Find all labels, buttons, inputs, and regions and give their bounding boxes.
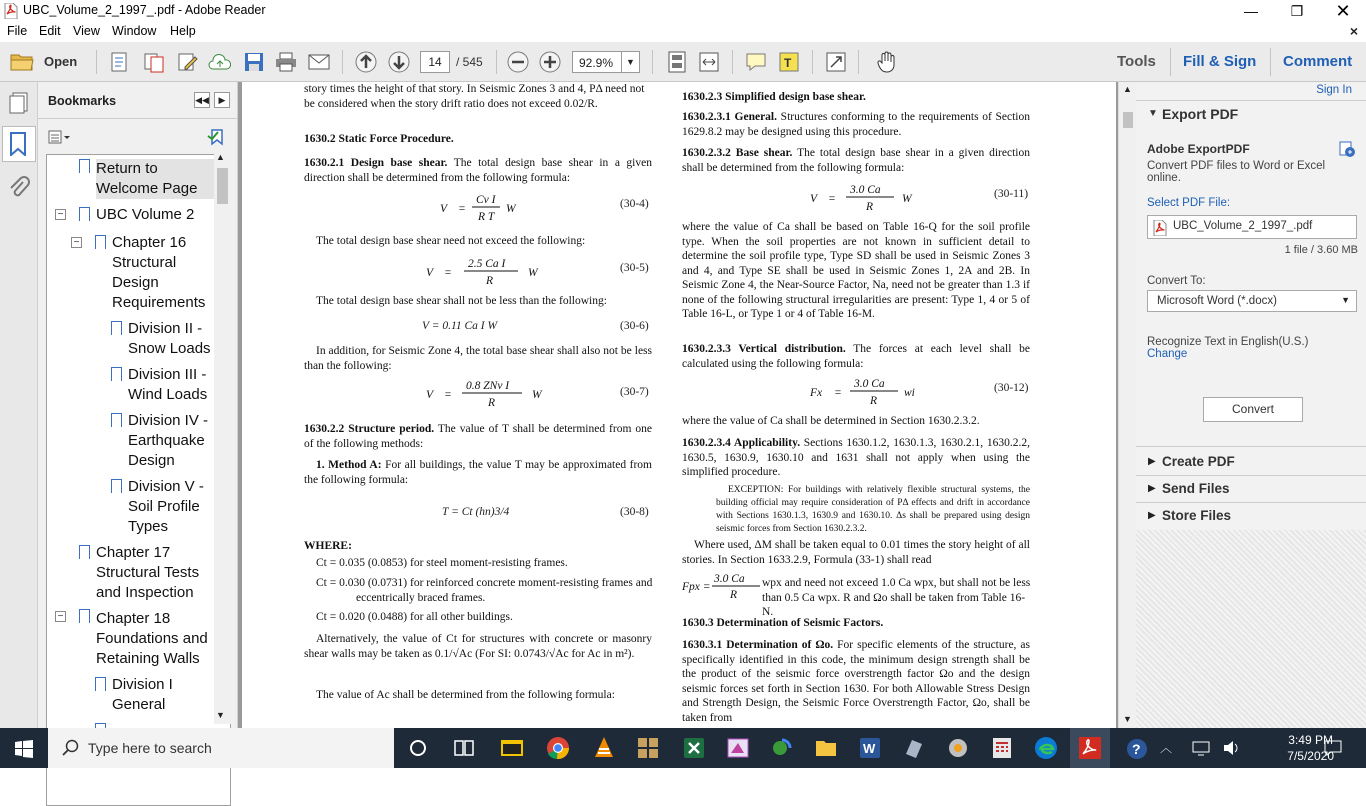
bookmarks-panel xyxy=(38,82,238,728)
paragraph: where the value of Ca shall be determined in Section 1630.2.3.2. xyxy=(682,415,980,427)
file-info: 1 file / 3.60 MB xyxy=(1284,244,1358,256)
toolbar-divider xyxy=(858,50,859,74)
menu-edit[interactable]: Edit xyxy=(39,24,61,38)
bookmark-item-division-v[interactable]: Division V - Soil Profile Types xyxy=(128,478,204,535)
bookmark-ribbon-icon xyxy=(10,132,26,156)
pdf-page xyxy=(242,82,1116,728)
export-pdf-header[interactable]: Export PDF xyxy=(1162,106,1239,122)
svg-text:3.0 Ca: 3.0 Ca xyxy=(854,378,885,390)
upload-cloud-icon[interactable] xyxy=(208,50,232,74)
comment-tab[interactable]: Comment xyxy=(1283,53,1353,70)
subheading: 1. Method A: xyxy=(316,459,382,471)
svg-text:W: W xyxy=(506,203,516,215)
fit-page-icon[interactable] xyxy=(665,50,689,74)
subheading: 1630.2.3.2 Base shear. xyxy=(682,147,793,159)
formula-30-6: V = 0.11 Ca I W xyxy=(422,320,498,332)
svg-text:T: T xyxy=(784,56,792,70)
svg-text:=: = xyxy=(444,267,452,279)
divider xyxy=(1136,446,1366,447)
toolbar-divider xyxy=(1170,48,1171,76)
bookmark-item-division-i-general[interactable]: Division I General xyxy=(112,676,173,713)
toolbar-divider xyxy=(812,50,813,74)
section-heading: 1630.3 Determination of Seismic Factors. xyxy=(682,617,884,629)
paragraph: wpx and need not exceed 1.0 Ca wpx, but shall not be less than 0.5 Ca wpx. R and Ωo shall be taken from Table 16-N. xyxy=(762,577,1031,618)
subheading: 1630.2.3.4 Applicability. xyxy=(682,437,801,449)
where-heading: WHERE: xyxy=(304,540,352,552)
equation-number: (30-8) xyxy=(620,506,649,518)
search-icon xyxy=(62,739,80,757)
paragraph: In addition, for Seismic Zone 4, the total base shear shall also not be less than the following: xyxy=(304,345,652,372)
export-info-icon[interactable] xyxy=(1338,140,1356,158)
svg-text:=: = xyxy=(834,387,842,399)
bookmark-icon xyxy=(79,545,90,559)
svg-text:R: R xyxy=(488,397,496,409)
paragraph: where the value of Ca shall be based on Table 16-Q for the soil profile type. When the soil properties are not known in sufficient detail to determine the soil profile type, Type SD shall be used in Seismic Zones 3 and 4, and Type SE shall be used in Seismic Zones 1, 2A and 2B. In Seismic Zone 4, the Near-Source Factor, Na, need not be greater than 1.3 if none of the following structural irregularities are present: Type 1, 4 or 5 of Table 16-L, or Type 1 or 4 of Table 16-M. xyxy=(682,221,1030,320)
menu-file[interactable]: File xyxy=(7,24,28,38)
chevron-down-icon[interactable]: ▼ xyxy=(1148,108,1158,119)
window-title: UBC_Volume_2_1997_.pdf - Adobe Reader xyxy=(23,3,266,17)
equation-number: (30-11) xyxy=(994,188,1029,200)
app-icon[interactable] xyxy=(902,736,926,760)
word-icon[interactable] xyxy=(858,736,882,760)
chrome-icon[interactable] xyxy=(546,736,570,760)
menu-view[interactable]: View xyxy=(73,24,100,38)
print-icon[interactable] xyxy=(274,50,298,74)
bookmark-icon xyxy=(111,413,122,427)
toolbar-divider xyxy=(342,50,343,74)
scroll-up-icon[interactable]: ▲ xyxy=(1123,84,1132,94)
task-view-icon[interactable] xyxy=(452,736,476,760)
paragraph-text: Sections 1630.1.2, 1630.1.3, 1630.2.1, 1630.2.2, 1630.5, 1630.9, 1630.10 and 1631 shall not apply when using the simplified procedure. xyxy=(682,437,1030,478)
document-view[interactable] xyxy=(238,82,1118,728)
cortana-icon[interactable] xyxy=(406,736,430,760)
bookmark-item-division-ii[interactable]: Division II - Snow Loads xyxy=(128,320,211,357)
windows-taskbar xyxy=(0,728,1366,768)
chevron-down-icon[interactable]: ▼ xyxy=(621,52,639,72)
pdf-document-icon xyxy=(4,3,18,19)
svg-text:Fx: Fx xyxy=(810,387,823,399)
chevron-down-icon[interactable]: ▼ xyxy=(1341,295,1350,305)
paragraph-text: The value of T shall be determined from one of the following methods: xyxy=(304,423,652,450)
paragraph: The total design base shear need not exceed the following: xyxy=(316,235,586,247)
equation-number: (30-7) xyxy=(620,386,649,398)
paragraph: Where used, ΔM shall be taken equal to 0.01 times the story height of all stories. In Section 1633.2.9, Formula (33-1) shall read xyxy=(682,539,1030,566)
toolbar xyxy=(0,42,1366,82)
scroll-up-icon[interactable]: ▲ xyxy=(216,152,225,162)
paragraph-text: The total design base shear in a given direction shall be determined from the following formula: xyxy=(682,147,1030,174)
section-heading: 1630.2 Static Force Procedure. xyxy=(304,133,454,145)
document-scrollbar[interactable] xyxy=(1118,82,1136,728)
bookmark-icon xyxy=(79,159,90,173)
paragraph-text: For specific elements of the structure, as specifically identified in this code, the minimum design strength shall be the product of the seismic force overstrength factor Ωo and the design seismic forces set forth in Section 1630. For both Allowable Stress Design and Strength Design, the Seismic Force Overstrength Factor, Ωo, shall be taken from xyxy=(682,639,1030,724)
panel-background-pattern xyxy=(1136,530,1366,728)
bookmark-tree xyxy=(46,154,231,806)
combine-files-icon[interactable] xyxy=(142,50,166,74)
file-name: UBC_Volume_2_1997_.pdf xyxy=(1173,220,1313,232)
page-thumbnails-icon[interactable] xyxy=(8,92,30,114)
paragraph: Alternatively, the value of Ct for structures with concrete or masonry shear walls may be taken as 0.1/√Ac (For SI: 0.0743/√Ac for Ac in m²). xyxy=(304,633,652,660)
equation-number: (30-6) xyxy=(620,320,649,332)
send-files-section[interactable]: Send Files xyxy=(1162,481,1230,496)
volume-icon[interactable] xyxy=(1222,740,1240,756)
definition: Ct = 0.030 (0.0731) for reinforced concrete moment-resisting frames and eccentrically braced frames. xyxy=(316,577,653,604)
equation-number: (30-4) xyxy=(620,198,649,210)
subheading: 1630.2.2 Structure period. xyxy=(304,423,435,435)
subheading: 1630.2.1 Design base shear. xyxy=(304,157,448,169)
toolbar-divider xyxy=(1270,48,1271,76)
svg-text:=: = xyxy=(828,193,836,205)
svg-text:R: R xyxy=(730,589,738,601)
select-file-label: Select PDF File: xyxy=(1147,197,1231,209)
chevron-right-icon[interactable]: ▶ xyxy=(1148,510,1156,521)
svg-text:R: R xyxy=(866,201,874,213)
scroll-down-icon[interactable]: ▼ xyxy=(1123,714,1132,724)
bookmark-icon xyxy=(79,207,90,221)
svg-text:R T: R T xyxy=(478,211,495,223)
svg-text:W: W xyxy=(528,267,538,279)
excel-icon[interactable] xyxy=(682,736,706,760)
svg-text:=: = xyxy=(458,203,466,215)
expand-bookmark-icon[interactable] xyxy=(206,128,226,146)
network-icon[interactable] xyxy=(1192,740,1210,756)
pdf-file-icon xyxy=(1153,220,1167,236)
formula-30-12 xyxy=(802,374,922,410)
zoom-in-icon[interactable] xyxy=(538,50,562,74)
bookmark-item-chapter-17[interactable]: Chapter 17 Structural Tests and Inspection xyxy=(96,544,200,601)
calculator-icon[interactable] xyxy=(990,736,1014,760)
divider xyxy=(38,118,238,119)
svg-text:V: V xyxy=(440,203,448,215)
edge-icon[interactable] xyxy=(1034,736,1058,760)
open-folder-icon[interactable] xyxy=(10,50,34,74)
paragraph-text: The forces at each level shall be calculated using the following formula: xyxy=(682,343,1030,370)
toolbar-divider xyxy=(652,50,653,74)
paragraph xyxy=(682,146,1030,175)
export-title: Adobe ExportPDF xyxy=(1147,142,1250,156)
paragraph-text: Structures conforming to the requirements of Section 1629.8.2 may be designed using this procedure. xyxy=(682,111,1030,138)
paragraph: story times the height of that story. In Seismic Zones 3 and 4, PΔ need not be considered when the story drift ratio does not exceed 0.02/R. xyxy=(304,83,645,110)
sticky-note-icon[interactable] xyxy=(744,50,768,74)
svg-text:R: R xyxy=(870,395,878,407)
bookmark-item-division-iv[interactable]: Division IV - Earthquake Design xyxy=(128,412,209,469)
formula-30-11 xyxy=(802,180,922,216)
scrollbar-thumb[interactable] xyxy=(217,168,228,204)
bookmark-item-division-iii[interactable]: Division III - Wind Loads xyxy=(128,366,208,403)
collapse-toggle-icon[interactable]: − xyxy=(71,237,82,248)
bookmark-item-chapter-16[interactable]: Chapter 16 Structural Design Requirements xyxy=(112,234,206,311)
right-tools-panel xyxy=(1136,82,1366,728)
bookmark-icon xyxy=(95,235,106,249)
previous-page-icon[interactable] xyxy=(354,50,378,74)
paragraph xyxy=(682,638,1030,725)
create-pdf-icon[interactable] xyxy=(108,50,132,74)
subheading: 1630.3.1 Determination of Ωo. xyxy=(682,639,834,651)
paragraph xyxy=(304,458,652,487)
save-icon[interactable] xyxy=(242,50,266,74)
svg-text:V: V xyxy=(426,267,434,279)
svg-text:3.0 Ca: 3.0 Ca xyxy=(714,573,745,585)
adobe-reader-icon[interactable] xyxy=(1078,736,1102,760)
app-icon[interactable] xyxy=(946,736,970,760)
toolbar-divider xyxy=(96,50,97,74)
section-heading: 1630.2.3 Simplified design base shear. xyxy=(682,91,866,103)
full-screen-icon[interactable] xyxy=(824,50,848,74)
edit-pdf-icon[interactable] xyxy=(176,50,200,74)
zoom-select[interactable] xyxy=(572,51,640,73)
formula-30-7 xyxy=(418,376,548,412)
app-grid-icon[interactable] xyxy=(636,736,660,760)
svg-text:3.0 Ca: 3.0 Ca xyxy=(850,184,881,196)
help-icon[interactable] xyxy=(1126,738,1148,760)
paragraph xyxy=(304,422,652,451)
svg-text:2.5 Ca I: 2.5 Ca I xyxy=(468,258,506,270)
convert-button[interactable]: Convert xyxy=(1203,397,1303,422)
attachments-paperclip-icon[interactable] xyxy=(8,176,30,200)
navigation-pane-strip xyxy=(0,82,38,728)
subheading: 1630.2.3.1 General. xyxy=(682,111,778,123)
divider xyxy=(1136,502,1366,503)
minimize-icon[interactable]: — xyxy=(1244,3,1258,19)
bookmark-icon xyxy=(79,609,90,623)
email-icon[interactable] xyxy=(307,50,331,74)
paragraph xyxy=(682,342,1030,371)
svg-text:W: W xyxy=(863,741,876,756)
svg-text:V: V xyxy=(426,389,434,401)
pdf-file-field[interactable] xyxy=(1147,215,1357,239)
bookmark-icon xyxy=(111,479,122,493)
paragraph xyxy=(682,110,1030,139)
svg-text:0.8 ZNv I: 0.8 ZNv I xyxy=(466,380,510,392)
photos-icon[interactable] xyxy=(770,736,794,760)
formula-30-8: T = Ct (hn)3/4 xyxy=(442,506,510,518)
zoom-value: 92.9% xyxy=(579,56,614,70)
convert-format-select[interactable] xyxy=(1147,290,1357,312)
paragraph xyxy=(304,156,652,185)
equation-number: (30-12) xyxy=(994,382,1029,394)
export-description: Convert PDF files to Word or Excel online. xyxy=(1147,160,1326,184)
search-placeholder: Type here to search xyxy=(88,740,212,756)
title-bar xyxy=(0,0,1366,22)
close-document-icon[interactable]: × xyxy=(1349,23,1358,39)
chevron-right-icon[interactable]: ▶ xyxy=(1148,456,1156,467)
paragraph-text: The total design base shear in a given direction shall be determined from the following formula: xyxy=(304,157,652,184)
bookmark-icon xyxy=(95,677,106,691)
svg-text:=: = xyxy=(444,389,452,401)
highlight-text-icon[interactable] xyxy=(777,50,801,74)
svg-text:?: ? xyxy=(1132,741,1141,757)
bookmark-options-icon[interactable] xyxy=(48,129,72,145)
divider xyxy=(1136,475,1366,476)
taskbar-search-box[interactable] xyxy=(48,728,394,768)
subheading: 1630.2.3.3 Vertical distribution. xyxy=(682,343,846,355)
close-icon[interactable]: ✕ xyxy=(1335,1,1351,21)
sign-in-link[interactable]: Sign In xyxy=(1316,84,1352,96)
exception-note: EXCEPTION: For buildings with relatively flexible structural systems, the building official may require consideration of PΔ effects and drift in accordance with Sections 1630.1.3, 1630.9 and 1630.10. Δs shall be prepared using design seismic forces from Section 1630.2.3.2. xyxy=(716,485,1030,534)
windows-start-icon[interactable] xyxy=(15,740,33,758)
svg-text:V: V xyxy=(810,193,818,205)
toolbar-divider xyxy=(496,50,497,74)
svg-text:W: W xyxy=(532,389,542,401)
toolbar-divider xyxy=(732,50,733,74)
chevron-right-icon[interactable]: ▶ xyxy=(1148,483,1156,494)
bookmarks-scrollbar[interactable] xyxy=(214,150,231,724)
definition: Ct = 0.020 (0.0488) for all other buildings. xyxy=(316,611,513,623)
chevron-up-icon[interactable]: ︿ xyxy=(1160,741,1173,755)
fill-sign-tab[interactable]: Fill & Sign xyxy=(1183,53,1257,70)
convert-to-label: Convert To: xyxy=(1147,275,1206,287)
formula-30-5 xyxy=(418,254,548,290)
paint-icon[interactable] xyxy=(726,736,750,760)
svg-text:wi: wi xyxy=(904,387,915,399)
menu-window[interactable]: Window xyxy=(112,24,157,38)
definition: Ct = 0.035 (0.0853) for steel moment-resisting frames. xyxy=(316,557,568,569)
create-pdf-section[interactable]: Create PDF xyxy=(1162,454,1235,469)
app-dark-icon[interactable] xyxy=(500,736,524,760)
bookmark-icon xyxy=(111,367,122,381)
open-button[interactable]: Open xyxy=(44,54,78,69)
scroll-down-icon[interactable]: ▼ xyxy=(216,710,225,720)
next-page-icon[interactable] xyxy=(387,50,411,74)
divider xyxy=(1136,100,1366,101)
collapse-toggle-icon[interactable]: − xyxy=(55,611,66,622)
svg-text:Fpx =: Fpx = xyxy=(682,581,711,593)
file-explorer-icon[interactable] xyxy=(814,736,838,760)
convert-format-value: Microsoft Word (*.docx) xyxy=(1157,295,1277,307)
menu-help[interactable]: Help xyxy=(170,24,196,38)
restore-icon[interactable]: ❐ xyxy=(1290,3,1304,19)
formula-30-4 xyxy=(432,190,522,226)
store-files-section[interactable]: Store Files xyxy=(1162,508,1232,523)
menu-bar xyxy=(0,22,1366,42)
zoom-out-icon[interactable] xyxy=(506,50,530,74)
scrollbar-thumb[interactable] xyxy=(1123,112,1133,128)
clock-time: 3:49 PM xyxy=(1288,733,1333,747)
bookmarks-header: Bookmarks xyxy=(48,94,117,108)
clock-date: 7/5/2020 xyxy=(1287,749,1334,763)
bookmark-icon xyxy=(111,321,122,335)
collapse-panel-icon[interactable]: ◀◀ xyxy=(194,92,210,108)
change-language-link[interactable]: Change xyxy=(1147,348,1188,360)
paragraph-text: For all buildings, the value T may be approximated from the following formula: xyxy=(304,459,652,486)
vlc-icon[interactable] xyxy=(592,736,616,760)
hand-tool-icon[interactable] xyxy=(875,50,899,74)
recognize-text-label: Recognize Text in English(U.S.) xyxy=(1147,336,1309,348)
page-number-input[interactable]: 14 xyxy=(420,51,450,73)
paragraph xyxy=(682,436,1030,480)
page-total: / 545 xyxy=(456,55,483,69)
paragraph: The value of Ac shall be determined from the following formula: xyxy=(316,689,615,701)
svg-text:W: W xyxy=(902,193,912,205)
bookmark-item-ubc-volume-2[interactable]: UBC Volume 2 xyxy=(96,206,195,223)
paragraph: The total design base shear shall not be less than the following: xyxy=(316,295,607,307)
fit-width-icon[interactable] xyxy=(697,50,721,74)
svg-text:R: R xyxy=(486,275,494,287)
svg-text:Cv I: Cv I xyxy=(476,194,496,206)
bookmark-item-chapter-18[interactable]: Chapter 18 Foundations and Retaining Walls xyxy=(96,610,208,667)
equation-number: (30-5) xyxy=(620,262,649,274)
notifications-icon[interactable] xyxy=(1324,740,1342,756)
collapse-toggle-icon[interactable]: − xyxy=(55,209,66,220)
bookmark-item-return-to-welcome-page[interactable]: Return to Welcome Page xyxy=(96,159,216,199)
tools-tab[interactable]: Tools xyxy=(1117,53,1156,70)
expand-panel-icon[interactable]: ▶ xyxy=(214,92,230,108)
